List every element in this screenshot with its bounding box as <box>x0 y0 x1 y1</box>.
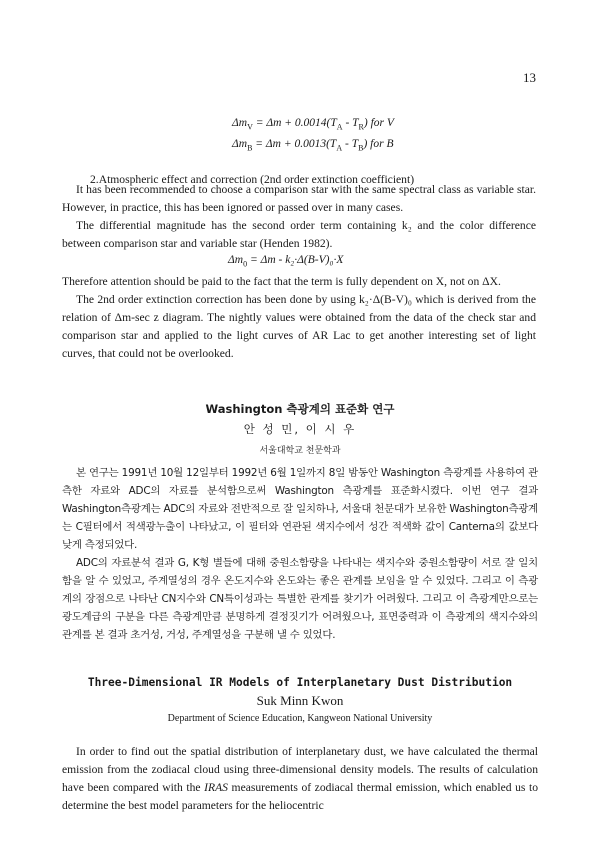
paragraph: 본 연구는 1991년 10월 12일부터 1992년 6월 1일까지 8일 밤동안 Washington 측광계를 사용하여 관측한 자료와 ADC의 자료를 분석함으로써 Washington 측광계를 표준화시켰다. 이번 연구 결과 Washington측광계는 ADC의 자료와 전반적으로 잘 일치하나, 서울대 천문대가 보유한 Washington측광계는 C필터에서 적색광누출이 나타났고, 이 필터와 연관된 색지수에서 성간 적색화 값이 Canterna의 값보다 낮게 측정되었다. <box>62 467 538 551</box>
korean-article-affiliation: 서울대학교 천문학과 <box>259 446 341 456</box>
section-body-1 <box>62 181 536 253</box>
paragraph: In order to find out the spatial distribution of interplanetary dust, we have calculated the thermal emission from the zodiacal cloud using three-dimensional density models. The results of calculation have been compared with the IRAS measurements of zodiacal thermal emission, which enabled us to determine the best model parameters for the heliocentric <box>62 745 538 812</box>
paragraph: The 2nd order extinction correction has been done by using k₂·Δ(B-V)₀ which is derived from the relation of Δm-sec z diagram. The nightly values were obtained from the data of the check star and comparison star and applied to the light curves of AR Lac to get another interesting set of light curves, that could not be overlooked. <box>62 293 536 360</box>
section-body-2 <box>62 273 536 363</box>
paragraph: ADC의 자료분석 결과 G, K형 별들에 대해 중원소함량을 나타내는 색지수와 중원소함량이 서로 잘 일치함을 알 수 있었고, 주계열성의 경우 온도지수와 온도와는 좋은 관계를 보임을 알 수 있었다. 그리고 이 측광계의 장점으로 나타난 CN지수와 CN특이성과는 특별한 관계를 찾기가 어려웠다. 그리고 이 측광계만으로는 광도계급의 구분을 다른 측광계만큼 분명하게 결정짓기가 어려웠으나, 표면중력과 이 측광계의 색지수와의 관계를 본 결과 초거성, 거성, 주계열성을 구분해 낼 수 있었다. <box>62 557 538 641</box>
page-number: 13 <box>523 70 536 85</box>
equation-v: $\Delta m_V = \Delta m + 0.0014(T_A - T_R)$ for V <box>232 117 394 132</box>
english-article-abstract <box>62 743 538 815</box>
equation-m0: $\Delta m_0 = \Delta m - k_2\cdot\Delta(B-V)_0\cdot X$ <box>228 254 344 269</box>
english-article-author: Suk Minn Kwon <box>256 693 344 708</box>
korean-article-authors: 안 성 민, 이 시 우 <box>243 422 357 436</box>
paragraph: It has been recommended to choose a comparison star with the same spectral class as variable star. However, in practice, this has been ignored or passed over in many cases. <box>62 183 536 214</box>
section-title: 2.Atmospheric effect and correction (2nd order extinction coefficient) <box>90 173 415 186</box>
korean-article-body <box>62 464 538 644</box>
english-article-affiliation: Department of Science Education, Kangweon National University <box>167 713 433 724</box>
paragraph: Therefore attention should be paid to the fact that the term is fully dependent on X, not on ΔX. <box>62 275 501 288</box>
equation-b: $\Delta m_B = \Delta m + 0.0013(T_A - T_B)$ for B <box>232 138 394 153</box>
english-article-title: Three-Dimensional IR Models of Interplanetary Dust Distribution <box>87 676 513 689</box>
paragraph: The differential magnitude has the second order term containing k₂ and the color difference between comparison star and variable star (Henden 1982). <box>62 219 536 250</box>
korean-article-title: Washington 측광계의 표준화 연구 <box>205 402 395 416</box>
